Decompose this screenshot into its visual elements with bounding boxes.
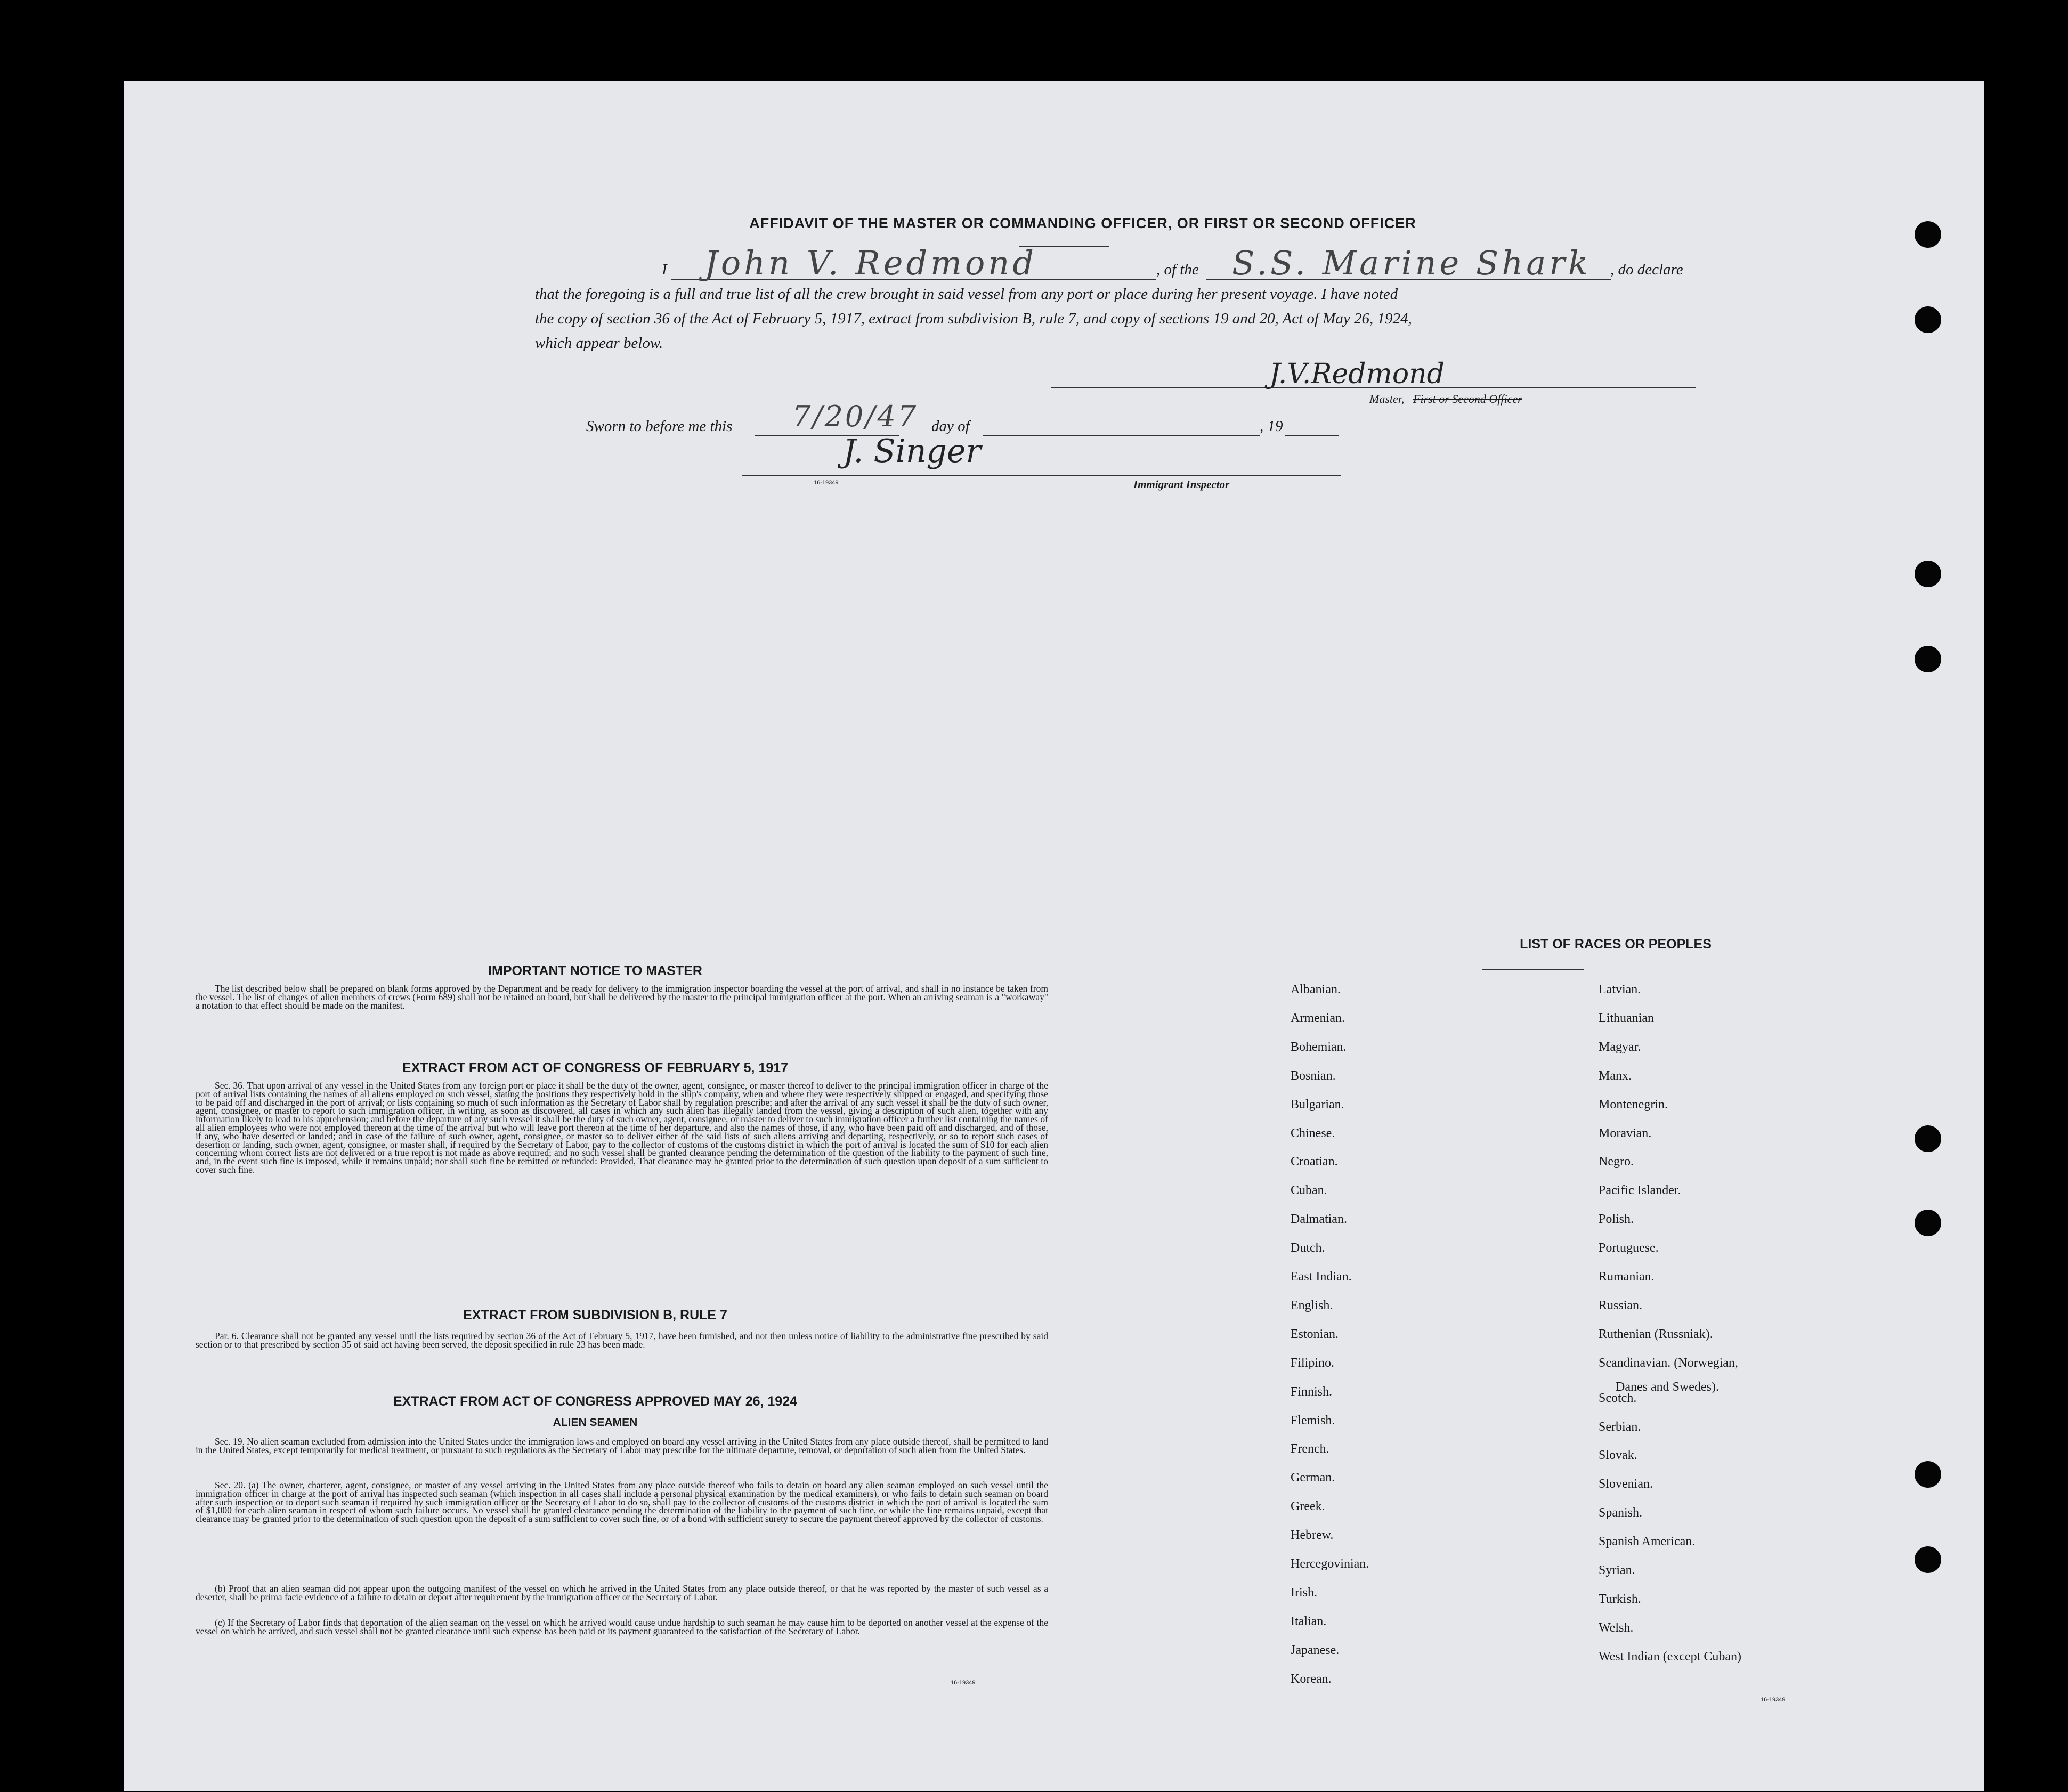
vessel-name-field[interactable]: S.S. Marine Shark [1232, 244, 1592, 282]
form-number: 16-19349 [814, 480, 839, 486]
race-item: Armenian. [1291, 1011, 1345, 1025]
sec19-text: Sec. 19. No alien seaman excluded from admission into the United States under the immigration laws and employed on board any vessel arriving in the United States from any place outside thereof, shall be permitted to land in the United States, except temporarily for medical treatment, or pursuant to such regulations as the Secretary of Labor may prescribe for the ultimate departure, removal, or deportation of such alien from the United States. [196, 1436, 1048, 1455]
races-heading: LIST OF RACES OR PEOPLES [1520, 937, 1712, 952]
race-item: Albanian. [1291, 983, 1341, 996]
race-item: Hebrew. [1291, 1528, 1334, 1542]
sworn-date[interactable]: 7/20/47 [792, 400, 919, 433]
extract-1924-heading: EXTRACT FROM ACT OF CONGRESS APPROVED MAY 26, 1924 [393, 1394, 798, 1409]
race-item: Spanish. [1599, 1506, 1643, 1520]
race-item: Croatian. [1291, 1155, 1338, 1169]
punch-hole [1915, 221, 1941, 248]
race-item: French. [1291, 1442, 1329, 1456]
race-item: Bulgarian. [1291, 1098, 1344, 1112]
race-item: Scandinavian. (Norwegian, [1599, 1356, 1738, 1370]
day-of-label: day of [931, 418, 970, 435]
extract-1917-heading: EXTRACT FROM ACT OF CONGRESS OF FEBRUARY 5, 1917 [402, 1060, 789, 1075]
race-item: Dutch. [1291, 1241, 1325, 1255]
race-item: East Indian. [1291, 1270, 1352, 1284]
year-label: , 19 [1260, 418, 1283, 435]
sec20b-text: (b) Proof that an alien seaman did not appear upon the outgoing manifest of the vessel on which he arrived in the United States from any place outside thereof, or that he was reported by the master of such vessel as a deserter, shall be prima facie evidence of a failure to detain or deport after requirement by the immigration officer or the Secretary of Labor. [196, 1583, 1048, 1602]
extract-rule7-text: Par. 6. Clearance shall not be granted any vessel until the lists required by section 36 of the Act of February 5, 1917, have been furnished, and not then unless notice of liability to the administrative fine prescribed by said section or to that prescribed by section 35 of said act having been served, the deposit specified in rule 23 has been made. [196, 1331, 1048, 1350]
inspector-label: Immigrant Inspector [1133, 478, 1230, 491]
race-item: Serbian. [1599, 1420, 1641, 1434]
master-name-field[interactable]: John V. Redmond [704, 244, 1037, 282]
race-item: Lithuanian [1599, 1011, 1654, 1025]
sec20c-text: (c) If the Secretary of Labor finds that deportation of the alien seaman on the vessel on which he arrived would cause undue hardship to such seaman he may cause him to be deported on another vessel at the expense of the vessel on which he arrived, and such vessel shall not be granted clearance until such expense has been paid or its payment guaranteed to the satisfaction of the Secretary of Labor. [196, 1617, 1048, 1636]
race-item: Dalmatian. [1291, 1212, 1347, 1226]
race-item: Irish. [1291, 1586, 1317, 1600]
race-item: Negro. [1599, 1155, 1634, 1169]
race-item: Portuguese. [1599, 1241, 1659, 1255]
race-item: Pacific Islander. [1599, 1183, 1681, 1197]
race-item: Cuban. [1291, 1183, 1327, 1197]
race-item: Flemish. [1291, 1414, 1335, 1428]
race-item: Polish. [1599, 1212, 1634, 1226]
sec20a-text: Sec. 20. (a) The owner, charterer, agent, consignee, or master of any vessel arriving in the United States from any place outside thereof who fails to detain on board any alien seaman employed on such vessel until the immigration officer in charge at the port of arrival has inspected such seaman (which inspection in all cases shall include a personal physical examination by the medical examiners), or who fails to detain such seaman on board after such inspection or to deport such seaman if required by such immigration officer or the Secretary of Labor to do so, shall pay to the collector of customs of the customs district in which the port of arrival is located the sum of $1,000 for each alien seaman in respect of whom such failure occurs. No vessel shall be granted clearance pending the determination of the liability to the payment of such fine, or while the fine remains unpaid, except that clearance may be granted prior to the determination of such question upon the deposit of a sum sufficient to cover such fine, or of a bond with sufficient surety to secure the payment thereof approved by the collector of customs. [196, 1480, 1048, 1525]
affidavit-body-line-1: that the foregoing is a full and true list of all the crew brought in said vessel from any port or place during her present voyage. I have noted [535, 286, 1398, 303]
race-item: Bosnian. [1291, 1069, 1336, 1083]
race-item: Chinese. [1291, 1126, 1335, 1140]
race-item: Welsh. [1599, 1621, 1634, 1635]
form-sheet [124, 81, 1984, 1791]
race-item: Slovak. [1599, 1448, 1637, 1462]
affidavit-heading: AFFIDAVIT OF THE MASTER OR COMMANDING OFFICER, OR FIRST OR SECOND OFFICER [749, 215, 1416, 231]
race-item: Italian. [1291, 1615, 1327, 1628]
races-heading-rule [1482, 969, 1584, 970]
race-item: Estonian. [1291, 1327, 1339, 1341]
alien-seamen-subheading: ALIEN SEAMEN [553, 1416, 638, 1429]
extract-rule7-heading: EXTRACT FROM SUBDIVISION B, RULE 7 [463, 1308, 727, 1323]
race-item: Slovenian. [1599, 1477, 1653, 1491]
punch-hole [1915, 646, 1941, 672]
month-line [983, 435, 1260, 436]
punch-hole [1915, 1461, 1941, 1488]
race-item: Rumanian. [1599, 1270, 1655, 1284]
punch-hole [1915, 1546, 1941, 1573]
race-item: Moravian. [1599, 1126, 1652, 1140]
punch-hole [1915, 1210, 1941, 1236]
notice-heading: IMPORTANT NOTICE TO MASTER [488, 963, 702, 978]
race-item: English. [1291, 1299, 1333, 1312]
punch-hole [1915, 306, 1941, 333]
race-item: Japanese. [1291, 1643, 1340, 1657]
race-item: Bohemian. [1291, 1040, 1347, 1054]
race-item: Hercegovinian. [1291, 1557, 1369, 1571]
race-item: Ruthenian (Russniak). [1599, 1327, 1713, 1341]
race-item: German. [1291, 1471, 1335, 1485]
race-item: Russian. [1599, 1299, 1643, 1312]
punch-hole [1915, 561, 1941, 587]
race-item: West Indian (except Cuban) [1599, 1650, 1741, 1664]
extract-1917-text: Sec. 36. That upon arrival of any vessel in the United States from any foreign port or place it shall be the duty of the owner, agent, consignee, or master thereof to deliver to the principal immigration officer in charge of the port of arrival lists containing the names of all aliens employed on such vessel, stating the positions they respectively hold in the ship's company, when and where they were respectively shipped or engaged, and specifying those to be paid off and discharged in the port of arrival; or lists containing so much of such information as the Secretary of Labor shall by regulation prescribe; and after the arrival of any such vessel it shall be the duty of such owner, agent, consignee, or master to report to such immigration officer, in writing, as soon as discovered, all cases in which any such alien has illegally landed from the vessel, giving a description of such alien, together with any information likely to lead to his apprehension; and before the departure of any such vessel it shall be the duty of such owner, agent, consignee, or master to deliver to such immigration officer a further list containing the names of all alien employees who were not employed thereon at the time of the arrival but who will leave port thereon at the time of her departure, and also the names of those, if any, who have been paid off and discharged, and of those, if any, who have deserted or landed; and in case of the failure of such owner, agent, consignee, or master so to deliver either of the said lists of such aliens arriving and departing, respectively, or so to report such cases of desertion or landing, such owner, agent, consignee, or master shall, if required by the Secretary of Labor, pay to the collector of customs of the customs district in which the port of arrival is located the sum of $10 for each alien concerning whom correct lists are not delivered or a true report is not made as above required; and no such vessel shall be granted clearance pending the determination of the question of the liability to the payment of such fine, and, in the event such fine is imposed, while it remains unpaid; nor shall such fine be remitted or refunded: Provided, That clearance may be granted prior to the determination of such question upon deposit of a sum sufficient to cover such fine. [196, 1080, 1048, 1175]
race-item: Finnish. [1291, 1385, 1333, 1399]
punch-hole [1915, 1125, 1941, 1152]
master-label: Master, [1369, 392, 1405, 406]
race-item: Greek. [1291, 1499, 1325, 1513]
affidavit-body-line-2: the copy of section 36 of the Act of February 5, 1917, extract from subdivision B, rule 7, and copy of sections 19 and 20, Act of May 26, 1924, [535, 310, 1412, 327]
of-the-label: , of the [1156, 261, 1199, 278]
master-struck-title: First or Second Officer [1413, 392, 1522, 406]
race-item: Turkish. [1599, 1592, 1641, 1606]
affidavit-body-line-3: which appear below. [535, 335, 663, 352]
inspector-signature[interactable]: J. Singer [843, 433, 982, 470]
race-item: Spanish American. [1599, 1535, 1696, 1548]
race-scandinavian-continuation: Danes and Swedes). [1616, 1380, 1719, 1394]
sworn-label: Sworn to before me this [586, 418, 733, 435]
race-item: Filipino. [1291, 1356, 1335, 1370]
notice-text: The list described below shall be prepared on blank forms approved by the Department and be ready for delivery to the immigration inspector boarding the vessel at the port of arrival, and shall in no instance be taken from the vessel. The list of changes of alien members of crews (Form 689) shall not be retained on board, but shall be delivered by the master to the principal immigration officer at the port. When an arriving seaman is a "workaway" a notation to that effect should be made on the manifest. [196, 983, 1048, 1011]
year-line [1285, 435, 1339, 436]
race-item: Syrian. [1599, 1563, 1635, 1577]
race-item: Scotch. [1599, 1391, 1637, 1405]
master-signature[interactable]: J.V.Redmond [1269, 358, 1445, 390]
race-item: Manx. [1599, 1069, 1632, 1083]
extract-form-number: 16-19349 [951, 1680, 976, 1686]
inspector-signature-line [742, 475, 1341, 476]
i-label: I [662, 261, 667, 278]
race-item: Korean. [1291, 1672, 1332, 1686]
race-item: Latvian. [1599, 983, 1641, 996]
race-item: Magyar. [1599, 1040, 1641, 1054]
races-form-number: 16-19349 [1761, 1697, 1786, 1703]
do-declare-label: , do declare [1610, 261, 1683, 278]
race-item: Montenegrin. [1599, 1098, 1668, 1112]
